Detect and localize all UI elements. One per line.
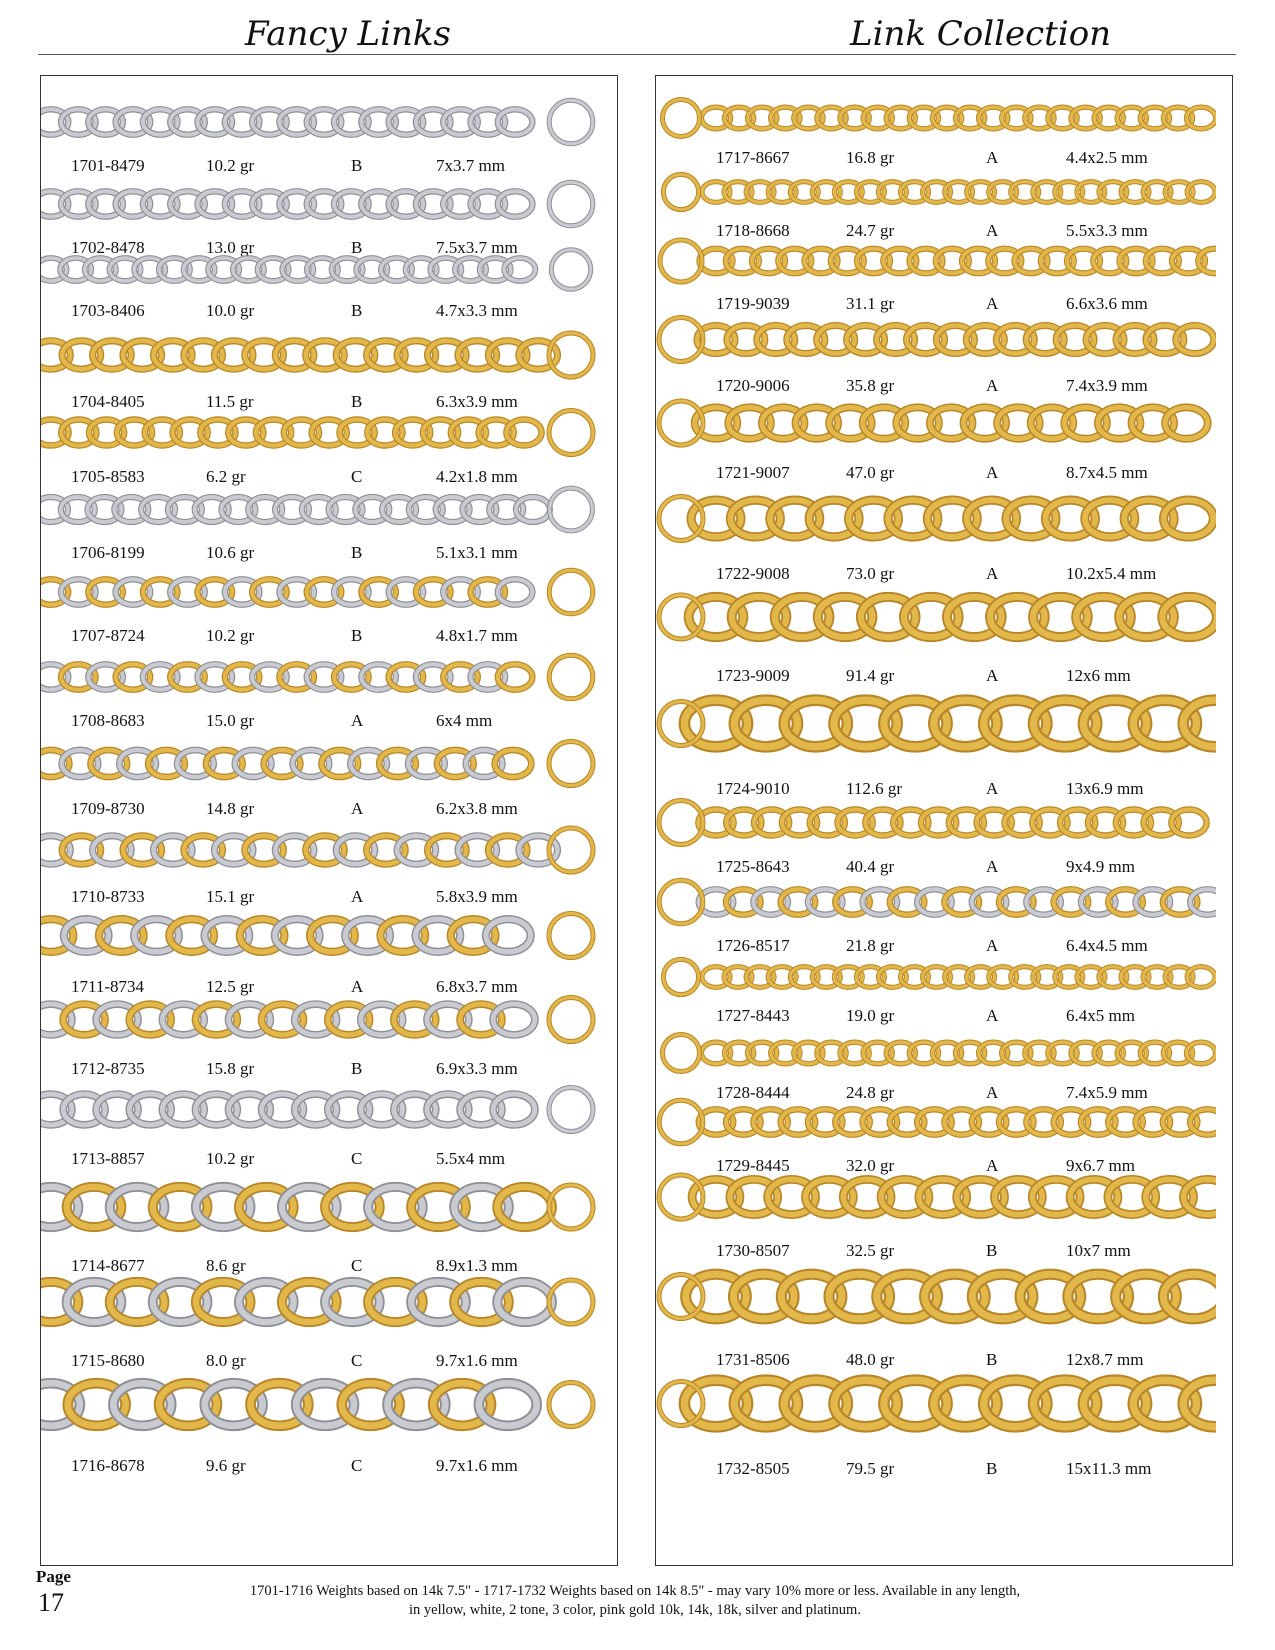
product-size: 4.4x2.5 mm [1066, 148, 1148, 167]
chain-image [41, 406, 601, 459]
product-size: 6.3x3.9 mm [436, 392, 518, 411]
product-weight: 11.5 gr [206, 392, 254, 411]
product-size: 5.5x4 mm [436, 1149, 505, 1168]
chain-image [656, 576, 1216, 658]
chain-image [41, 821, 601, 879]
product-code: 1711-8734 [71, 977, 145, 996]
product-size: 4.7x3.3 mm [436, 301, 518, 320]
product-size: 12x6 mm [1066, 666, 1131, 685]
product-grade: B [351, 156, 363, 175]
product-code: 1718-8668 [716, 221, 790, 240]
product-grade: C [351, 1351, 363, 1370]
product-weight: 112.6 gr [846, 779, 903, 798]
product-size: 9.7x1.6 mm [436, 1351, 518, 1370]
chain-image [656, 1356, 1216, 1451]
product-size: 6x4 mm [436, 711, 493, 730]
left-section-title: Fancy Links [245, 14, 451, 54]
chain-image [656, 876, 1216, 928]
chain-image [41, 96, 601, 148]
product-size: 4.2x1.8 mm [436, 467, 518, 486]
product-size: 5.8x3.9 mm [436, 887, 518, 906]
product-weight: 10.0 gr [206, 301, 255, 320]
product-grade: B [986, 1241, 998, 1260]
product-code: 1717-8667 [716, 148, 790, 167]
product-code: 1703-8406 [71, 301, 145, 320]
product-code: 1722-9008 [716, 564, 790, 583]
product-weight: 15.0 gr [206, 711, 255, 730]
product-weight: 24.8 gr [846, 1083, 895, 1102]
chain-image [656, 956, 1216, 998]
product-code: 1705-8583 [71, 467, 145, 486]
fancy-links-panel [40, 75, 618, 1566]
product-grade: A [986, 148, 999, 167]
product-grade: A [351, 711, 364, 730]
product-grade: A [986, 376, 999, 395]
product-weight: 10.2 gr [206, 626, 255, 645]
chain-image [41, 178, 601, 230]
product-grade: A [986, 936, 999, 955]
product-size: 9.7x1.6 mm [436, 1456, 518, 1475]
product-grade: C [351, 1149, 363, 1168]
page-label: Page [36, 1567, 71, 1586]
product-code: 1725-8643 [716, 857, 790, 876]
product-code: 1726-8517 [716, 936, 790, 955]
product-size: 6.4x5 mm [1066, 1006, 1135, 1025]
product-code: 1701-8479 [71, 156, 145, 175]
product-code: 1723-9009 [716, 666, 790, 685]
product-code: 1719-9039 [716, 294, 790, 313]
product-code: 1721-9007 [716, 463, 790, 482]
chain-image [656, 1096, 1216, 1148]
product-grade: C [351, 467, 363, 486]
product-code: 1732-8505 [716, 1459, 790, 1478]
product-weight: 16.8 gr [846, 148, 895, 167]
product-label [41, 711, 617, 733]
product-weight: 6.2 gr [206, 467, 246, 486]
product-code: 1704-8405 [71, 392, 145, 411]
chain-image [656, 391, 1216, 455]
chain-image [41, 326, 601, 384]
product-grade: A [986, 1006, 999, 1025]
product-code: 1708-8683 [71, 711, 145, 730]
chain-image [41, 1261, 601, 1343]
product-weight: 47.0 gr [846, 463, 895, 482]
product-weight: 10.2 gr [206, 1149, 255, 1168]
chain-image [41, 902, 601, 969]
product-size: 8.9x1.3 mm [436, 1256, 518, 1275]
product-code: 1712-8735 [71, 1059, 145, 1078]
product-size: 12x8.7 mm [1066, 1350, 1144, 1369]
product-size: 15x11.3 mm [1066, 1459, 1152, 1478]
product-size: 4.8x1.7 mm [436, 626, 518, 645]
product-grade: A [986, 221, 999, 240]
product-weight: 14.8 gr [206, 799, 255, 818]
product-grade: B [986, 1350, 998, 1369]
product-weight: 35.8 gr [846, 376, 895, 395]
product-size: 5.1x3.1 mm [436, 543, 518, 562]
link-collection-panel [655, 75, 1233, 1566]
chain-image [656, 676, 1216, 771]
product-code: 1714-8677 [71, 1256, 145, 1275]
product-code: 1706-8199 [71, 543, 145, 562]
chain-image [41, 566, 601, 618]
product-weight: 31.1 gr [846, 294, 895, 313]
product-size: 9x6.7 mm [1066, 1156, 1135, 1175]
product-code: 1720-9006 [716, 376, 790, 395]
chain-image [41, 1078, 601, 1141]
right-section-title: Link Collection [850, 14, 1112, 54]
product-weight: 91.4 gr [846, 666, 895, 685]
product-size: 10.2x5.4 mm [1066, 564, 1157, 583]
product-code: 1707-8724 [71, 626, 145, 645]
chain-image [656, 796, 1216, 849]
product-code: 1709-8730 [71, 799, 145, 818]
product-grade: C [351, 1456, 363, 1475]
product-weight: 8.6 gr [206, 1256, 246, 1275]
product-label [41, 301, 617, 323]
product-grade: B [986, 1459, 998, 1478]
product-code: 1713-8857 [71, 1149, 145, 1168]
product-weight: 8.0 gr [206, 1351, 246, 1370]
product-weight: 19.0 gr [846, 1006, 895, 1025]
product-size: 7x3.7 mm [436, 156, 505, 175]
product-weight: 10.2 gr [206, 156, 255, 175]
product-weight: 73.0 gr [846, 564, 895, 583]
chain-image [41, 651, 601, 703]
chain-image [656, 1251, 1216, 1342]
product-grade: A [351, 799, 364, 818]
product-label [656, 1459, 1232, 1481]
chain-image [41, 988, 601, 1051]
chain-image [41, 736, 601, 791]
chain-image [41, 1361, 601, 1448]
chain-image [656, 236, 1216, 286]
product-weight: 32.0 gr [846, 1156, 895, 1175]
product-code: 1730-8507 [716, 1241, 790, 1260]
chain-image [41, 484, 601, 535]
product-code: 1710-8733 [71, 887, 145, 906]
product-code: 1702-8478 [71, 238, 145, 257]
product-weight: 12.5 gr [206, 977, 255, 996]
product-grade: A [351, 977, 364, 996]
product-code: 1727-8443 [716, 1006, 790, 1025]
product-weight: 32.5 gr [846, 1241, 895, 1260]
chain-image [656, 171, 1216, 213]
product-grade: A [986, 666, 999, 685]
chain-image [656, 1161, 1216, 1233]
product-grade: A [986, 1083, 999, 1102]
product-size: 6.4x4.5 mm [1066, 936, 1148, 955]
footnote [160, 1582, 1110, 1620]
product-size: 6.9x3.3 mm [436, 1059, 518, 1078]
product-size: 9x4.9 mm [1066, 857, 1135, 876]
product-code: 1715-8680 [71, 1351, 145, 1370]
product-label [41, 156, 617, 178]
product-size: 6.8x3.7 mm [436, 977, 518, 996]
product-grade: A [986, 294, 999, 313]
product-grade: A [351, 887, 364, 906]
product-code: 1729-8445 [716, 1156, 790, 1175]
product-grade: B [351, 626, 363, 645]
product-weight: 10.6 gr [206, 543, 255, 562]
product-label [656, 1006, 1232, 1028]
product-label [656, 148, 1232, 170]
chain-image [41, 246, 601, 293]
product-grade: A [986, 779, 999, 798]
chain-image [656, 311, 1216, 368]
product-label [656, 936, 1232, 958]
footnote-line-1: 1701-1716 Weights based on 14k 7.5" - 1717-1732 Weights based on 14k 8.5" - may vary 10% more or less. Available in any length, [249, 1583, 1021, 1599]
product-weight: 13.0 gr [206, 238, 255, 257]
page-number: 17 [38, 1588, 64, 1617]
product-size: 7.5x3.7 mm [436, 238, 518, 257]
product-size: 8.7x4.5 mm [1066, 463, 1148, 482]
product-grade: A [986, 857, 999, 876]
product-size: 13x6.9 mm [1066, 779, 1144, 798]
product-grade: B [351, 392, 363, 411]
product-weight: 21.8 gr [846, 936, 895, 955]
product-size: 7.4x3.9 mm [1066, 376, 1148, 395]
product-size: 6.6x3.6 mm [1066, 294, 1148, 313]
header-rule [38, 54, 1236, 55]
product-weight: 79.5 gr [846, 1459, 895, 1478]
product-grade: A [986, 1156, 999, 1175]
product-code: 1716-8678 [71, 1456, 145, 1475]
chain-image [656, 1031, 1216, 1075]
product-weight: 15.8 gr [206, 1059, 255, 1078]
product-grade: B [351, 238, 363, 257]
product-label [41, 1456, 617, 1478]
product-grade: A [986, 564, 999, 583]
product-grade: A [986, 463, 999, 482]
product-size: 10x7 mm [1066, 1241, 1131, 1260]
product-grade: C [351, 1256, 363, 1275]
product-code: 1724-9010 [716, 779, 790, 798]
product-weight: 15.1 gr [206, 887, 255, 906]
chain-image [41, 1166, 601, 1248]
product-label [41, 543, 617, 565]
product-label [41, 799, 617, 821]
product-size: 6.2x3.8 mm [436, 799, 518, 818]
product-grade: B [351, 543, 363, 562]
product-grade: B [351, 1059, 363, 1078]
chain-image [656, 96, 1216, 140]
product-code: 1728-8444 [716, 1083, 790, 1102]
product-code: 1731-8506 [716, 1350, 790, 1369]
product-label [41, 626, 617, 648]
chain-image [656, 481, 1216, 556]
product-weight: 9.6 gr [206, 1456, 246, 1475]
product-size: 5.5x3.3 mm [1066, 221, 1148, 240]
product-size: 7.4x5.9 mm [1066, 1083, 1148, 1102]
product-weight: 24.7 gr [846, 221, 895, 240]
product-weight: 40.4 gr [846, 857, 895, 876]
product-grade: B [351, 301, 363, 320]
product-weight: 48.0 gr [846, 1350, 895, 1369]
footnote-line-2: in yellow, white, 2 tone, 3 color, pink gold 10k, 14k, 18k, silver and platinum. [409, 1602, 861, 1618]
